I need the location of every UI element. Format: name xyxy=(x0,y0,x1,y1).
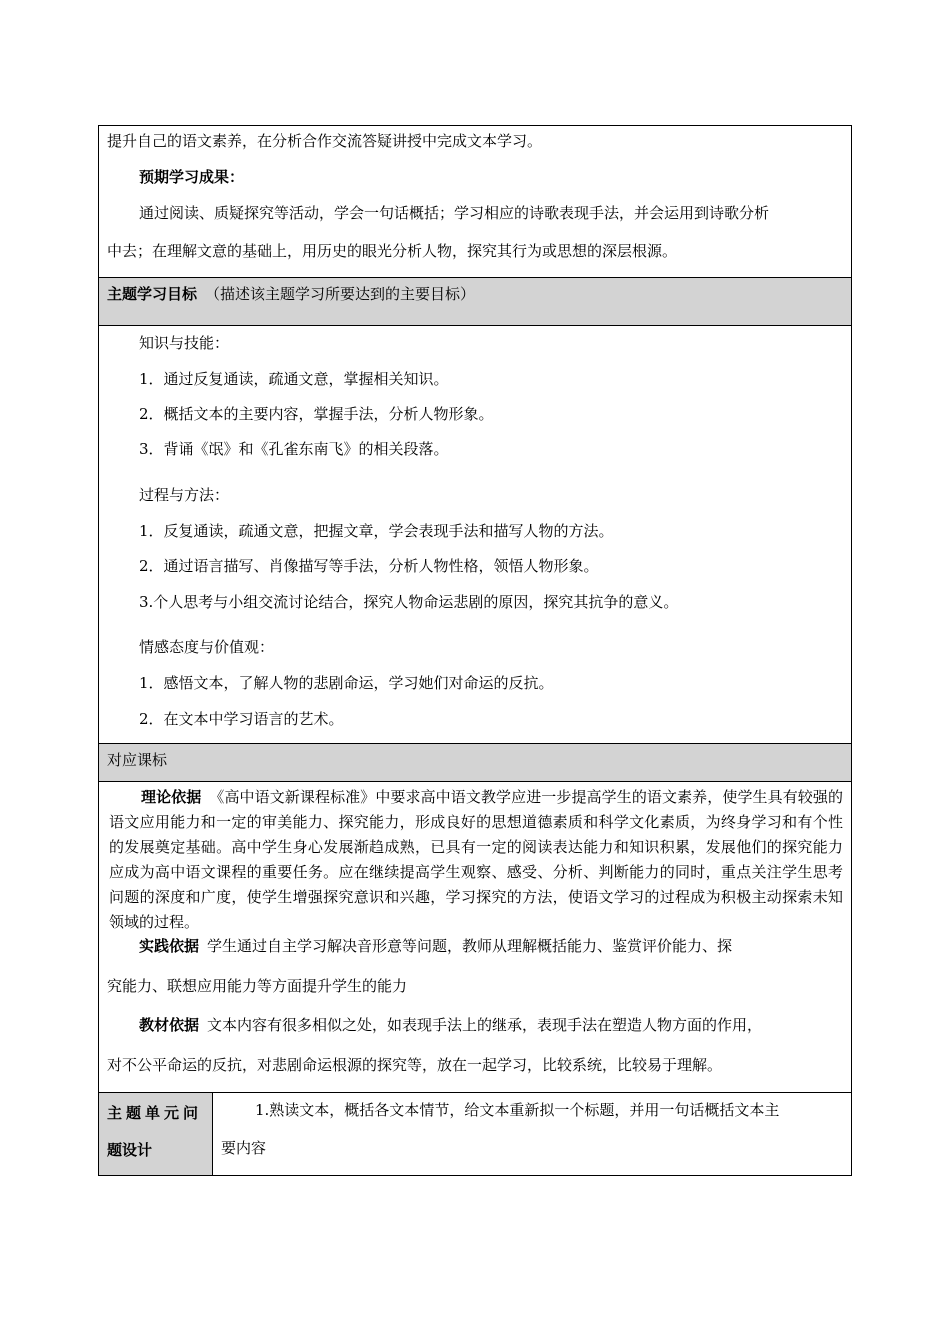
unit-text-line-1: 1.熟读文本，概括各文本情节，给文本重新拟一个标题，并用一句话概括文本主 xyxy=(255,1101,780,1119)
emotion-item: 2．在文本中学习语言的艺术。 xyxy=(139,710,344,728)
intro-section xyxy=(99,126,851,278)
standards-section xyxy=(99,782,851,1093)
standards-header-text: 对应课标 xyxy=(107,751,168,769)
practice-line-2: 究能力、联想应用能力等方面提升学生的能力 xyxy=(107,977,408,995)
theory-paragraph xyxy=(109,785,843,935)
intro-line: 提升自己的语文素养，在分析合作交流答疑讲授中完成文本学习。 xyxy=(107,132,543,150)
process-item: 2．通过语言描写、肖像描写等手法，分析人物性格，领悟人物形象。 xyxy=(139,557,599,575)
unit-text-line-2: 要内容 xyxy=(221,1139,267,1157)
outcome-heading: 预期学习成果： xyxy=(139,168,245,186)
goals-note: （描述该主题学习所要达到的主要目标） xyxy=(205,285,476,303)
standards-header xyxy=(99,744,851,782)
knowledge-title: 知识与技能： xyxy=(139,334,230,352)
unit-label-cell xyxy=(99,1093,213,1175)
theory-text: 《高中语文新课程标准》中要求高中语文教学应进一步提高学生的语文素养，使学生具有较强的语文应用能力和一定的审美能力、探究能力，形成良好的思想道德素质和科学文化素质，为终身学习和有个性的发展奠定基础。高中学生身心发展渐趋成熟，已具有一定的阅读表达能力和知识积累，发展他们的探究能力应成为高中语文课程的重要任务。应在继续提高学生观察、感受、分析、判断能力的同时，重点关注学生思考问题的深度和广度，使学生增强探究意识和兴趣，学习探究的方法，使语文学习的过程成为积极主动探索未知领域的过程。 xyxy=(109,788,843,931)
goals-header xyxy=(99,278,851,326)
textbook-line-1 xyxy=(139,1014,762,1035)
goals-section xyxy=(99,326,851,744)
textbook-text: 文本内容有很多相似之处，如表现手法上的继承，表现手法在塑造人物方面的作用， xyxy=(207,1016,763,1034)
lesson-plan-table xyxy=(98,125,852,1176)
textbook-line-2: 对不公平命运的反抗，对悲剧命运根源的探究等，放在一起学习，比较系统，比较易于理解。 xyxy=(107,1056,723,1074)
practice-label: 实践依据 xyxy=(139,937,200,955)
process-title: 过程与方法： xyxy=(139,486,230,504)
textbook-label: 教材依据 xyxy=(139,1016,200,1034)
unit-label-line-1: 主题单元问 xyxy=(107,1104,203,1122)
outcome-line-2: 中去；在理解文意的基础上，用历史的眼光分析人物，探究其行为或思想的深层根源。 xyxy=(107,242,678,260)
practice-text: 学生通过自主学习解决音形意等问题，教师从理解概括能力、鉴赏评价能力、探 xyxy=(207,937,733,955)
knowledge-item: 2．概括文本的主要内容，掌握手法，分析人物形象。 xyxy=(139,405,494,423)
emotion-item: 1．感悟文本，了解人物的悲剧命运，学习她们对命运的反抗。 xyxy=(139,674,554,692)
unit-section xyxy=(99,1093,851,1175)
knowledge-item: 1．通过反复通读，疏通文意，掌握相关知识。 xyxy=(139,370,449,388)
process-item: 3.个人思考与小组交流讨论结合，探究人物命运悲剧的原因，探究其抗争的意义。 xyxy=(139,593,679,611)
process-item: 1．反复通读，疏通文意，把握文章，学会表现手法和描写人物的方法。 xyxy=(139,522,614,540)
practice-line-1 xyxy=(139,935,732,956)
knowledge-item: 3．背诵《氓》和《孔雀东南飞》的相关段落。 xyxy=(139,440,449,458)
goals-header-text xyxy=(107,283,475,304)
theory-label: 理论依据 xyxy=(141,788,202,806)
unit-content-cell xyxy=(213,1093,851,1175)
emotion-title: 情感态度与价值观： xyxy=(139,638,275,656)
goals-title: 主题学习目标 xyxy=(107,285,198,303)
outcome-line-1: 通过阅读、质疑探究等活动，学会一句话概括；学习相应的诗歌表现手法，并会运用到诗歌分析 xyxy=(139,204,770,222)
unit-label-line-2: 题设计 xyxy=(107,1141,153,1159)
